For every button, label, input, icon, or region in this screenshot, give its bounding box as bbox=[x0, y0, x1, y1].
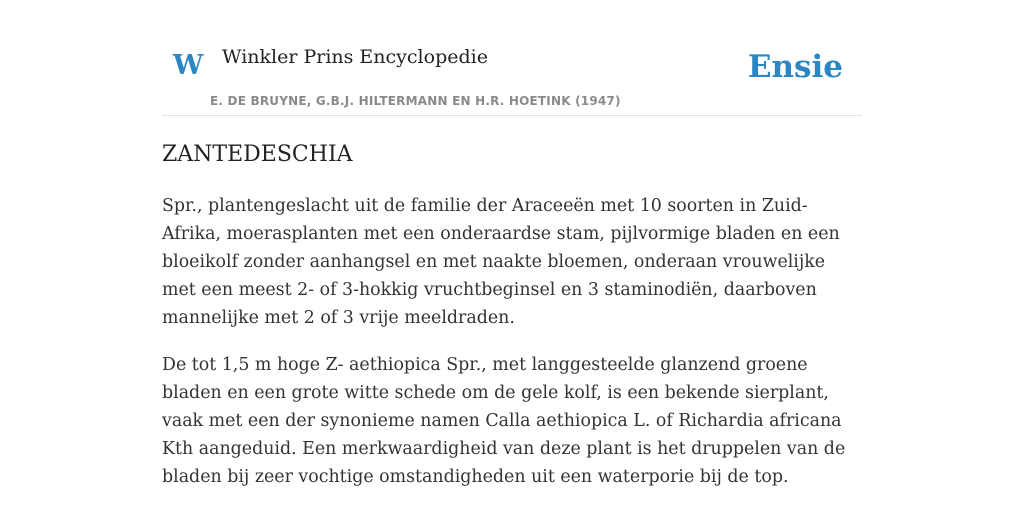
source-logo-icon[interactable]: W bbox=[173, 50, 204, 81]
source-title-link[interactable]: Winkler Prins Encyclopedie bbox=[222, 46, 488, 68]
brand-logo[interactable]: Ensie bbox=[747, 49, 843, 85]
entry-title: ZANTEDESCHIA bbox=[162, 142, 353, 167]
entry-content bbox=[162, 140, 862, 491]
source-header bbox=[162, 0, 862, 116]
source-authors: E. DE BRUYNE, G.B.J. HILTERMANN EN H.R. HOETINK (1947) bbox=[210, 94, 621, 108]
entry-paragraph: De tot 1,5 m hoge Z- aethiopica Spr., met langgesteelde glanzend groene bladen en een grote witte schede om de gele kolf, is een bekende sierplant, vaak met een der synonieme namen Calla aethiopica L. of Richardia africana Kth aangeduid. Een merkwaardigheid van deze plant is het druppelen van de bladen bij zeer vochtige omstandigheden uit een waterporie bij de top. bbox=[162, 355, 846, 487]
entry-paragraph: Spr., plantengeslacht uit de familie der Araceeën met 10 soorten in Zuid-Afrika, moerasplanten met een onderaardse stam, pijlvormige bladen en een bloeikolf zonder aanhangsel en met naakte bloemen, onderaan vrouwelijke met een meest 2- of 3-hokkig vruchtbeginsel en 3 staminodiën, daarboven mannelijke met 2 of 3 vrije meeldraden. bbox=[162, 196, 840, 328]
